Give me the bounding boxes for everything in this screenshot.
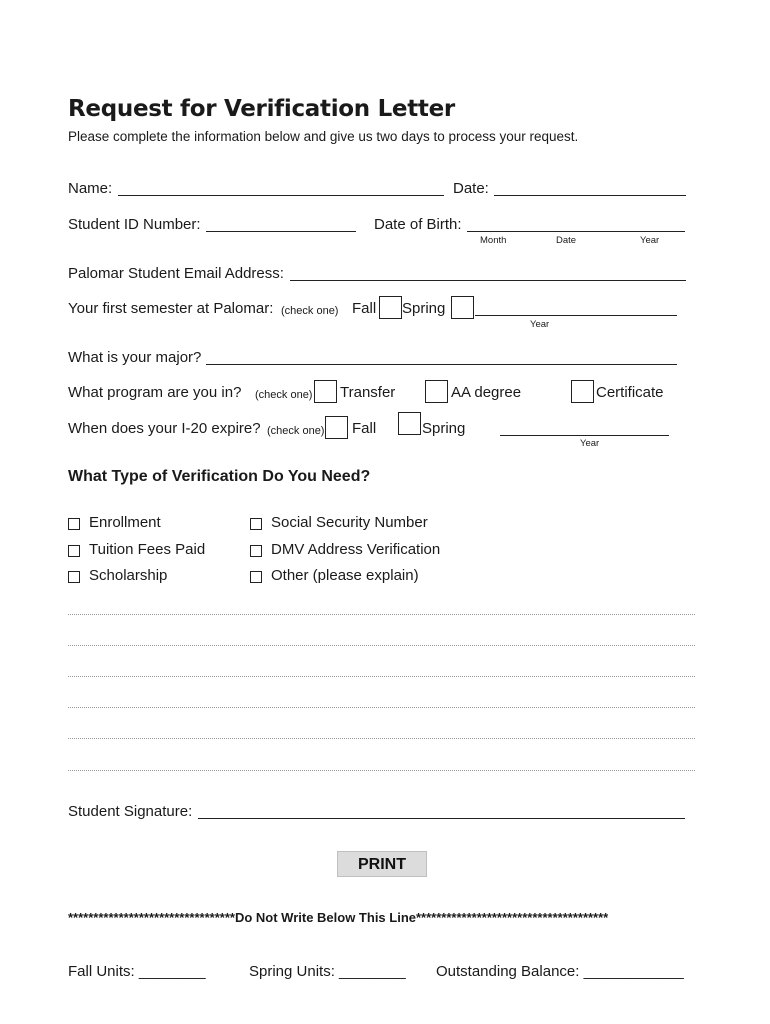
scholarship-label: Scholarship — [89, 567, 168, 584]
i20-check-one-note: (check one) — [267, 425, 325, 437]
major-label: What is your major? — [68, 349, 202, 366]
name-field[interactable] — [118, 195, 444, 196]
student-id-field[interactable] — [206, 231, 356, 232]
program-label: What program are you in? — [68, 384, 242, 401]
i20-fall-checkbox[interactable] — [325, 416, 348, 439]
explanation-line[interactable] — [68, 645, 695, 646]
verification-heading: What Type of Verification Do You Need? — [68, 468, 371, 485]
print-button[interactable]: PRINT — [337, 851, 427, 877]
other-label: Other (please explain) — [271, 567, 419, 584]
first-semester-year-field[interactable] — [475, 315, 677, 316]
explanation-line[interactable] — [68, 707, 695, 708]
program-certificate-checkbox[interactable] — [571, 380, 594, 403]
transfer-label: Transfer — [340, 384, 396, 401]
dob-month-caption: Month — [480, 235, 507, 246]
major-field[interactable] — [206, 364, 677, 365]
social-security-label: Social Security Number — [271, 514, 428, 531]
student-id-label: Student ID Number: — [68, 216, 201, 233]
outstanding-balance-label: Outstanding Balance: ____________ — [436, 963, 684, 980]
name-label: Name: — [68, 180, 113, 197]
page-subtitle: Please complete the information below and give us two days to process your request. — [68, 129, 579, 144]
social-security-checkbox[interactable] — [250, 518, 262, 530]
signature-label: Student Signature: — [68, 803, 193, 820]
first-semester-spring-checkbox[interactable] — [451, 296, 474, 319]
email-field[interactable] — [290, 280, 686, 281]
page-title: Request for Verification Letter — [68, 96, 455, 122]
certificate-label: Certificate — [596, 384, 664, 401]
aa-degree-label: AA degree — [451, 384, 522, 401]
first-semester-year-caption: Year — [530, 319, 550, 330]
email-label: Palomar Student Email Address: — [68, 265, 284, 282]
i20-fall-label: Fall — [352, 420, 377, 437]
dmv-address-label: DMV Address Verification — [271, 541, 441, 558]
date-field[interactable] — [494, 195, 686, 196]
first-semester-fall-checkbox[interactable] — [379, 296, 402, 319]
i20-label: When does your I-20 expire? — [68, 420, 261, 437]
date-label: Date: — [453, 180, 489, 197]
i20-spring-label: Spring — [422, 420, 466, 437]
fall-label: Fall — [352, 300, 377, 317]
dob-field[interactable] — [467, 231, 685, 232]
i20-year-caption: Year — [580, 438, 600, 449]
program-check-one-note: (check one) — [255, 389, 313, 401]
tuition-fees-paid-label: Tuition Fees Paid — [89, 541, 206, 558]
fall-units-label: Fall Units: ________ — [68, 963, 206, 980]
explanation-line[interactable] — [68, 770, 695, 771]
do-not-write-divider: *********************************Do Not Write Below This Line************************************** — [68, 910, 609, 925]
check-one-note: (check one) — [281, 305, 339, 317]
explanation-line[interactable] — [68, 676, 695, 677]
explanation-line[interactable] — [68, 738, 695, 739]
i20-spring-checkbox[interactable] — [398, 412, 421, 435]
scholarship-checkbox[interactable] — [68, 571, 80, 583]
spring-units-label: Spring Units: ________ — [249, 963, 406, 980]
tuition-fees-paid-checkbox[interactable] — [68, 545, 80, 557]
other-checkbox[interactable] — [250, 571, 262, 583]
spring-label: Spring — [402, 300, 446, 317]
first-semester-label: Your first semester at Palomar: — [68, 300, 274, 317]
program-transfer-checkbox[interactable] — [314, 380, 337, 403]
dob-year-caption: Year — [640, 235, 660, 246]
enrollment-label: Enrollment — [89, 514, 161, 531]
signature-field[interactable] — [198, 818, 685, 819]
enrollment-checkbox[interactable] — [68, 518, 80, 530]
dob-date-caption: Date — [556, 235, 577, 246]
explanation-line[interactable] — [68, 614, 695, 615]
dob-label: Date of Birth: — [374, 216, 462, 233]
i20-year-field[interactable] — [500, 435, 669, 436]
program-aa-degree-checkbox[interactable] — [425, 380, 448, 403]
dmv-address-checkbox[interactable] — [250, 545, 262, 557]
